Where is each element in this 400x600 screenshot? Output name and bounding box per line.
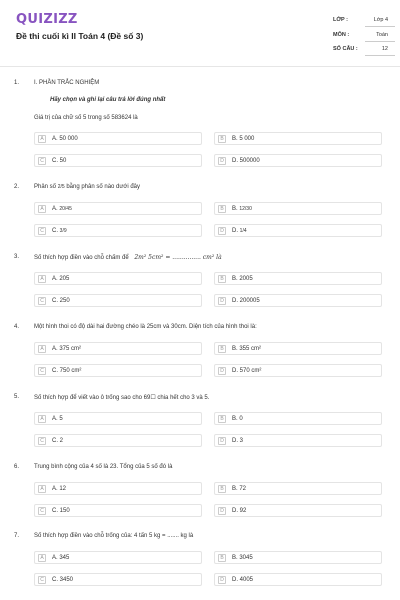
meta-underline (365, 26, 395, 27)
option-label: C. (52, 228, 58, 234)
option-letter: A (38, 485, 46, 493)
option-d[interactable] (214, 364, 382, 377)
option-a[interactable] (34, 132, 202, 145)
option-text: D. 500000 (232, 158, 260, 164)
option-text: C. 2 (52, 438, 64, 444)
section-instruction: Hãy chọn và ghi lại câu trả lời đúng nhất (50, 97, 166, 103)
question-number: 6. (14, 464, 20, 470)
option-text: A. 5 (52, 416, 63, 422)
option-letter: B (218, 275, 226, 283)
option-letter: D (218, 507, 226, 515)
question-expression: 2m² 5cm² = ............... cm² là (134, 254, 222, 261)
option-d[interactable] (214, 154, 382, 167)
option-letter: A (38, 415, 46, 423)
option-letter: B (218, 415, 226, 423)
option-c[interactable] (34, 573, 202, 586)
option-c[interactable] (34, 224, 202, 237)
question-number: 7. (14, 533, 20, 539)
option-label: A. (52, 206, 58, 212)
option-text: D. 570 cm² (232, 368, 262, 374)
option-d[interactable] (214, 224, 382, 237)
question-text-head: Phân số (34, 184, 57, 190)
meta-subject-key: MÔN : (333, 32, 350, 38)
option-b[interactable] (214, 342, 382, 355)
option-letter: C (38, 297, 46, 305)
meta-count-value: 12 (381, 46, 388, 52)
option-text (232, 206, 252, 212)
option-letter: D (218, 157, 226, 165)
question-fraction: 2/5 (57, 184, 65, 190)
option-text (52, 206, 72, 212)
option-d[interactable] (214, 434, 382, 447)
question-text-tail: bằng phân số nào dưới đây (66, 184, 141, 190)
option-text: B. 3045 (232, 555, 253, 561)
question-number: 2. (14, 184, 20, 190)
option-text: A. 345 (52, 555, 70, 561)
option-b[interactable] (214, 272, 382, 285)
option-b[interactable] (214, 412, 382, 425)
option-d[interactable] (214, 294, 382, 307)
option-c[interactable] (34, 434, 202, 447)
option-letter: D (218, 576, 226, 584)
option-letter: C (38, 437, 46, 445)
question-1-prompt: Giá trị của chữ số 5 trong số 583624 là (34, 115, 138, 121)
option-a[interactable] (34, 272, 202, 285)
option-fraction: 1/4 (239, 228, 247, 234)
option-letter: B (218, 554, 226, 562)
question-text (34, 254, 222, 261)
option-c[interactable] (34, 294, 202, 307)
option-fraction: 3/9 (59, 228, 67, 234)
option-text: A. 205 (52, 276, 70, 282)
option-text: B. 2005 (232, 276, 253, 282)
option-a[interactable] (34, 412, 202, 425)
meta-class-value: Lớp 4 (373, 17, 388, 23)
option-c[interactable] (34, 504, 202, 517)
question-number: 5. (14, 394, 20, 400)
option-text: B. 72 (232, 486, 247, 492)
worksheet-title: Đề thi cuối kì II Toán 4 (Đề số 3) (16, 31, 144, 41)
option-text: C. 50 (52, 158, 67, 164)
meta-underline (365, 55, 395, 56)
option-letter: C (38, 367, 46, 375)
option-c[interactable] (34, 154, 202, 167)
question-text: Số thích hợp điền vào chỗ trống của: 4 tấn 5 kg = ....... kg là (34, 533, 194, 539)
option-label: D. (232, 228, 238, 234)
option-a[interactable] (34, 342, 202, 355)
option-letter: A (38, 275, 46, 283)
option-text: C. 750 cm² (52, 368, 82, 374)
option-text (232, 228, 247, 234)
option-text: C. 3450 (52, 577, 74, 583)
question-text (34, 184, 140, 190)
option-b[interactable] (214, 202, 382, 215)
option-letter: B (218, 485, 226, 493)
option-a[interactable] (34, 551, 202, 564)
option-letter: D (218, 297, 226, 305)
meta-class-key: LỚP : (333, 17, 348, 23)
worksheet-header (0, 0, 400, 62)
option-letter: B (218, 135, 226, 143)
option-b[interactable] (214, 551, 382, 564)
question-number: 1. (14, 80, 20, 86)
option-letter: C (38, 576, 46, 584)
option-fraction: 20/45 (59, 206, 72, 212)
option-text: B. 0 (232, 416, 243, 422)
question-number: 3. (14, 254, 20, 260)
option-letter: B (218, 345, 226, 353)
option-text (52, 228, 67, 234)
option-text: A. 12 (52, 486, 67, 492)
option-fraction: 12/30 (239, 206, 252, 212)
option-letter: D (218, 437, 226, 445)
meta-count-key: SỐ CÂU : (333, 46, 358, 52)
option-letter: B (218, 205, 226, 213)
question-text: Một hình thoi có độ dài hai đường chéo là 25cm và 30cm. Diện tích của hình thoi là: (34, 324, 257, 330)
option-text: D. 200005 (232, 298, 260, 304)
question-text: Trung bình cộng của 4 số là 23. Tổng của 5 số đó là (34, 464, 173, 470)
option-text: A. 50 000 (52, 136, 78, 142)
option-letter: C (38, 157, 46, 165)
option-a[interactable] (34, 482, 202, 495)
option-letter: C (38, 227, 46, 235)
option-label: B. (232, 206, 238, 212)
quizizz-logo: QUIZIZZ (16, 12, 78, 27)
option-text: C. 150 (52, 508, 70, 514)
question-text: Số thích hợp để viết vào ô trống sao cho 69☐ chia hết cho 3 và 5. (34, 395, 210, 401)
option-text: B. 355 cm² (232, 346, 262, 352)
option-letter: A (38, 554, 46, 562)
option-letter: D (218, 367, 226, 375)
option-letter: D (218, 227, 226, 235)
option-a[interactable] (34, 202, 202, 215)
option-letter: C (38, 507, 46, 515)
section-title: I. PHẦN TRẮC NGHIỆM (34, 80, 100, 86)
question-number: 4. (14, 324, 20, 330)
option-text: C. 250 (52, 298, 70, 304)
question-text-head: Số thích hợp điền vào chỗ chấm để (34, 255, 129, 261)
option-letter: A (38, 205, 46, 213)
option-d[interactable] (214, 573, 382, 586)
option-d[interactable] (214, 504, 382, 517)
header-divider (0, 66, 400, 67)
option-text: A. 375 cm² (52, 346, 82, 352)
meta-underline (365, 41, 395, 42)
option-c[interactable] (34, 364, 202, 377)
option-text: D. 4005 (232, 577, 254, 583)
option-text: D. 3 (232, 438, 244, 444)
option-text: B. 5 000 (232, 136, 255, 142)
option-b[interactable] (214, 482, 382, 495)
meta-subject-value: Toán (376, 32, 388, 38)
option-text: D. 92 (232, 508, 247, 514)
option-b[interactable] (214, 132, 382, 145)
option-letter: A (38, 135, 46, 143)
option-letter: A (38, 345, 46, 353)
